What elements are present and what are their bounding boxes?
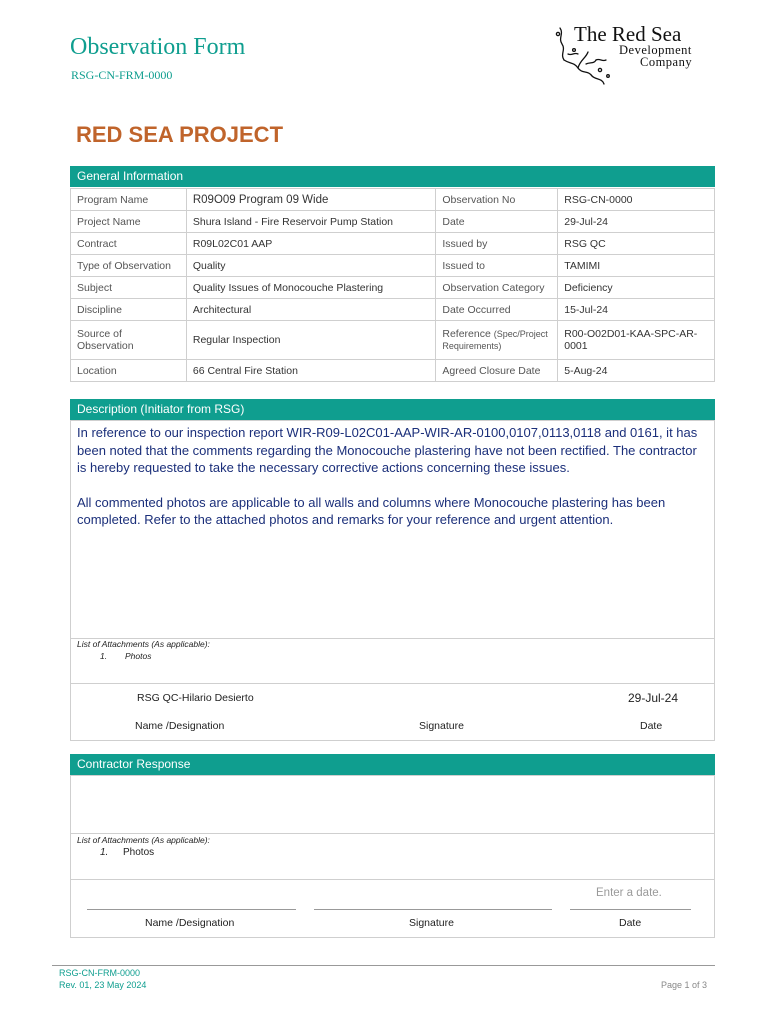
divider (70, 833, 715, 834)
page-number: Page 1 of 3 (661, 980, 708, 990)
attachment-number: 1. (100, 847, 109, 858)
reference-label-note: (Spec/Project Requirements) (442, 329, 548, 351)
divider (70, 683, 715, 684)
discipline-field[interactable]: Architectural (186, 299, 436, 321)
divider (70, 879, 715, 880)
contract-label: Contract (71, 233, 187, 255)
subject-field[interactable]: Quality Issues of Monocouche Plastering (186, 277, 436, 299)
issued-by-field[interactable]: RSG QC (558, 233, 715, 255)
date-field[interactable]: 29-Jul-24 (558, 211, 715, 233)
table-row (71, 360, 715, 382)
form-code: RSG-CN-FRM-0000 (71, 68, 173, 82)
footer-revision: Rev. 01, 23 May 2024 (59, 980, 147, 990)
footer-divider (52, 965, 715, 966)
date-occurred-label: Date Occurred (436, 299, 558, 321)
description-text[interactable] (77, 424, 703, 546)
general-info-table (70, 188, 715, 382)
table-row (71, 321, 715, 360)
observation-no-label: Observation No (436, 189, 558, 211)
project-title: RED SEA PROJECT (76, 122, 284, 147)
project-name-field[interactable]: Shura Island - Fire Reservoir Pump Station (186, 211, 436, 233)
attachments-label: List of Attachments (As applicable): (77, 639, 210, 649)
source-of-observation-label: Source of Observation (71, 321, 187, 360)
name-designation-label: Name /Designation (145, 917, 235, 929)
form-title: Observation Form (70, 34, 246, 60)
reference-field[interactable]: R00-O02D01-KAA-SPC-AR-0001 (558, 321, 715, 360)
discipline-label: Discipline (71, 299, 187, 321)
reference-label-text: Reference (442, 328, 491, 340)
attachment-number: 1. (100, 651, 108, 661)
date-label: Date (640, 720, 663, 732)
date-picker-input[interactable]: Enter a date. (596, 887, 662, 899)
footer-code: RSG-CN-FRM-0000 (59, 968, 141, 978)
source-of-observation-field[interactable]: Regular Inspection (186, 321, 436, 360)
description-paragraph-2: All commented photos are applicable to all walls and columns where Monocouche plastering has been completed. Refer to the attached photos and remarks for your reference and urgent attention. (77, 494, 666, 528)
date-line (570, 909, 691, 910)
contractor-response-box (70, 775, 715, 938)
general-info-heading: General Information (70, 166, 715, 187)
signature-date[interactable]: 29-Jul-24 (628, 691, 679, 705)
observation-no-field[interactable]: RSG-CN-0000 (558, 189, 715, 211)
table-row (71, 211, 715, 233)
reference-label (436, 321, 558, 360)
table-row (71, 255, 715, 277)
type-of-observation-field[interactable]: Quality (186, 255, 436, 277)
signature-line (314, 909, 552, 910)
observation-category-field[interactable]: Deficiency (558, 277, 715, 299)
table-row (71, 233, 715, 255)
logo-line-2: Development (619, 43, 692, 57)
subject-label: Subject (71, 277, 187, 299)
signer-name[interactable]: RSG QC-Hilario Desierto (137, 692, 254, 704)
location-field[interactable]: 66 Central Fire Station (186, 360, 436, 382)
description-heading: Description (Initiator from RSG) (70, 399, 715, 420)
description-paragraph-1: In reference to our inspection report WIR-R09-L02C01-AAP-WIR-AR-0100,0107,0113,0118 and 0161, it has been noted that the comments regarding the Monocouche plastering have not been rectified. The contractor is hereby requested to take the necessary corrective actions concerning these issues. (77, 425, 698, 476)
date-label: Date (619, 917, 642, 929)
table-row (71, 277, 715, 299)
name-designation-label: Name /Designation (135, 720, 225, 732)
attachment-item[interactable]: Photos (123, 847, 155, 858)
contractor-response-heading: Contractor Response (70, 754, 715, 775)
project-name-label: Project Name (71, 211, 187, 233)
table-row (71, 299, 715, 321)
type-of-observation-label: Type of Observation (71, 255, 187, 277)
issued-to-field[interactable]: TAMIMI (558, 255, 715, 277)
company-logo (552, 22, 712, 88)
agreed-closure-date-field[interactable]: 5-Aug-24 (558, 360, 715, 382)
program-name-label: Program Name (71, 189, 187, 211)
logo-line-3: Company (640, 55, 693, 69)
signature-label: Signature (419, 720, 464, 732)
contract-field[interactable]: R09L02C01 AAP (186, 233, 436, 255)
date-label: Date (436, 211, 558, 233)
location-label: Location (71, 360, 187, 382)
signature-label: Signature (409, 917, 454, 929)
logo-line-1: The Red Sea (574, 22, 682, 46)
date-occurred-field[interactable]: 15-Jul-24 (558, 299, 715, 321)
name-line (87, 909, 296, 910)
table-row (71, 189, 715, 211)
agreed-closure-date-label: Agreed Closure Date (436, 360, 558, 382)
observation-category-label: Observation Category (436, 277, 558, 299)
program-name-field[interactable]: R09O09 Program 09 Wide (186, 189, 436, 211)
issued-by-label: Issued by (436, 233, 558, 255)
attachments-label: List of Attachments (As applicable): (77, 835, 210, 845)
attachment-item[interactable]: Photos (125, 651, 152, 661)
issued-to-label: Issued to (436, 255, 558, 277)
